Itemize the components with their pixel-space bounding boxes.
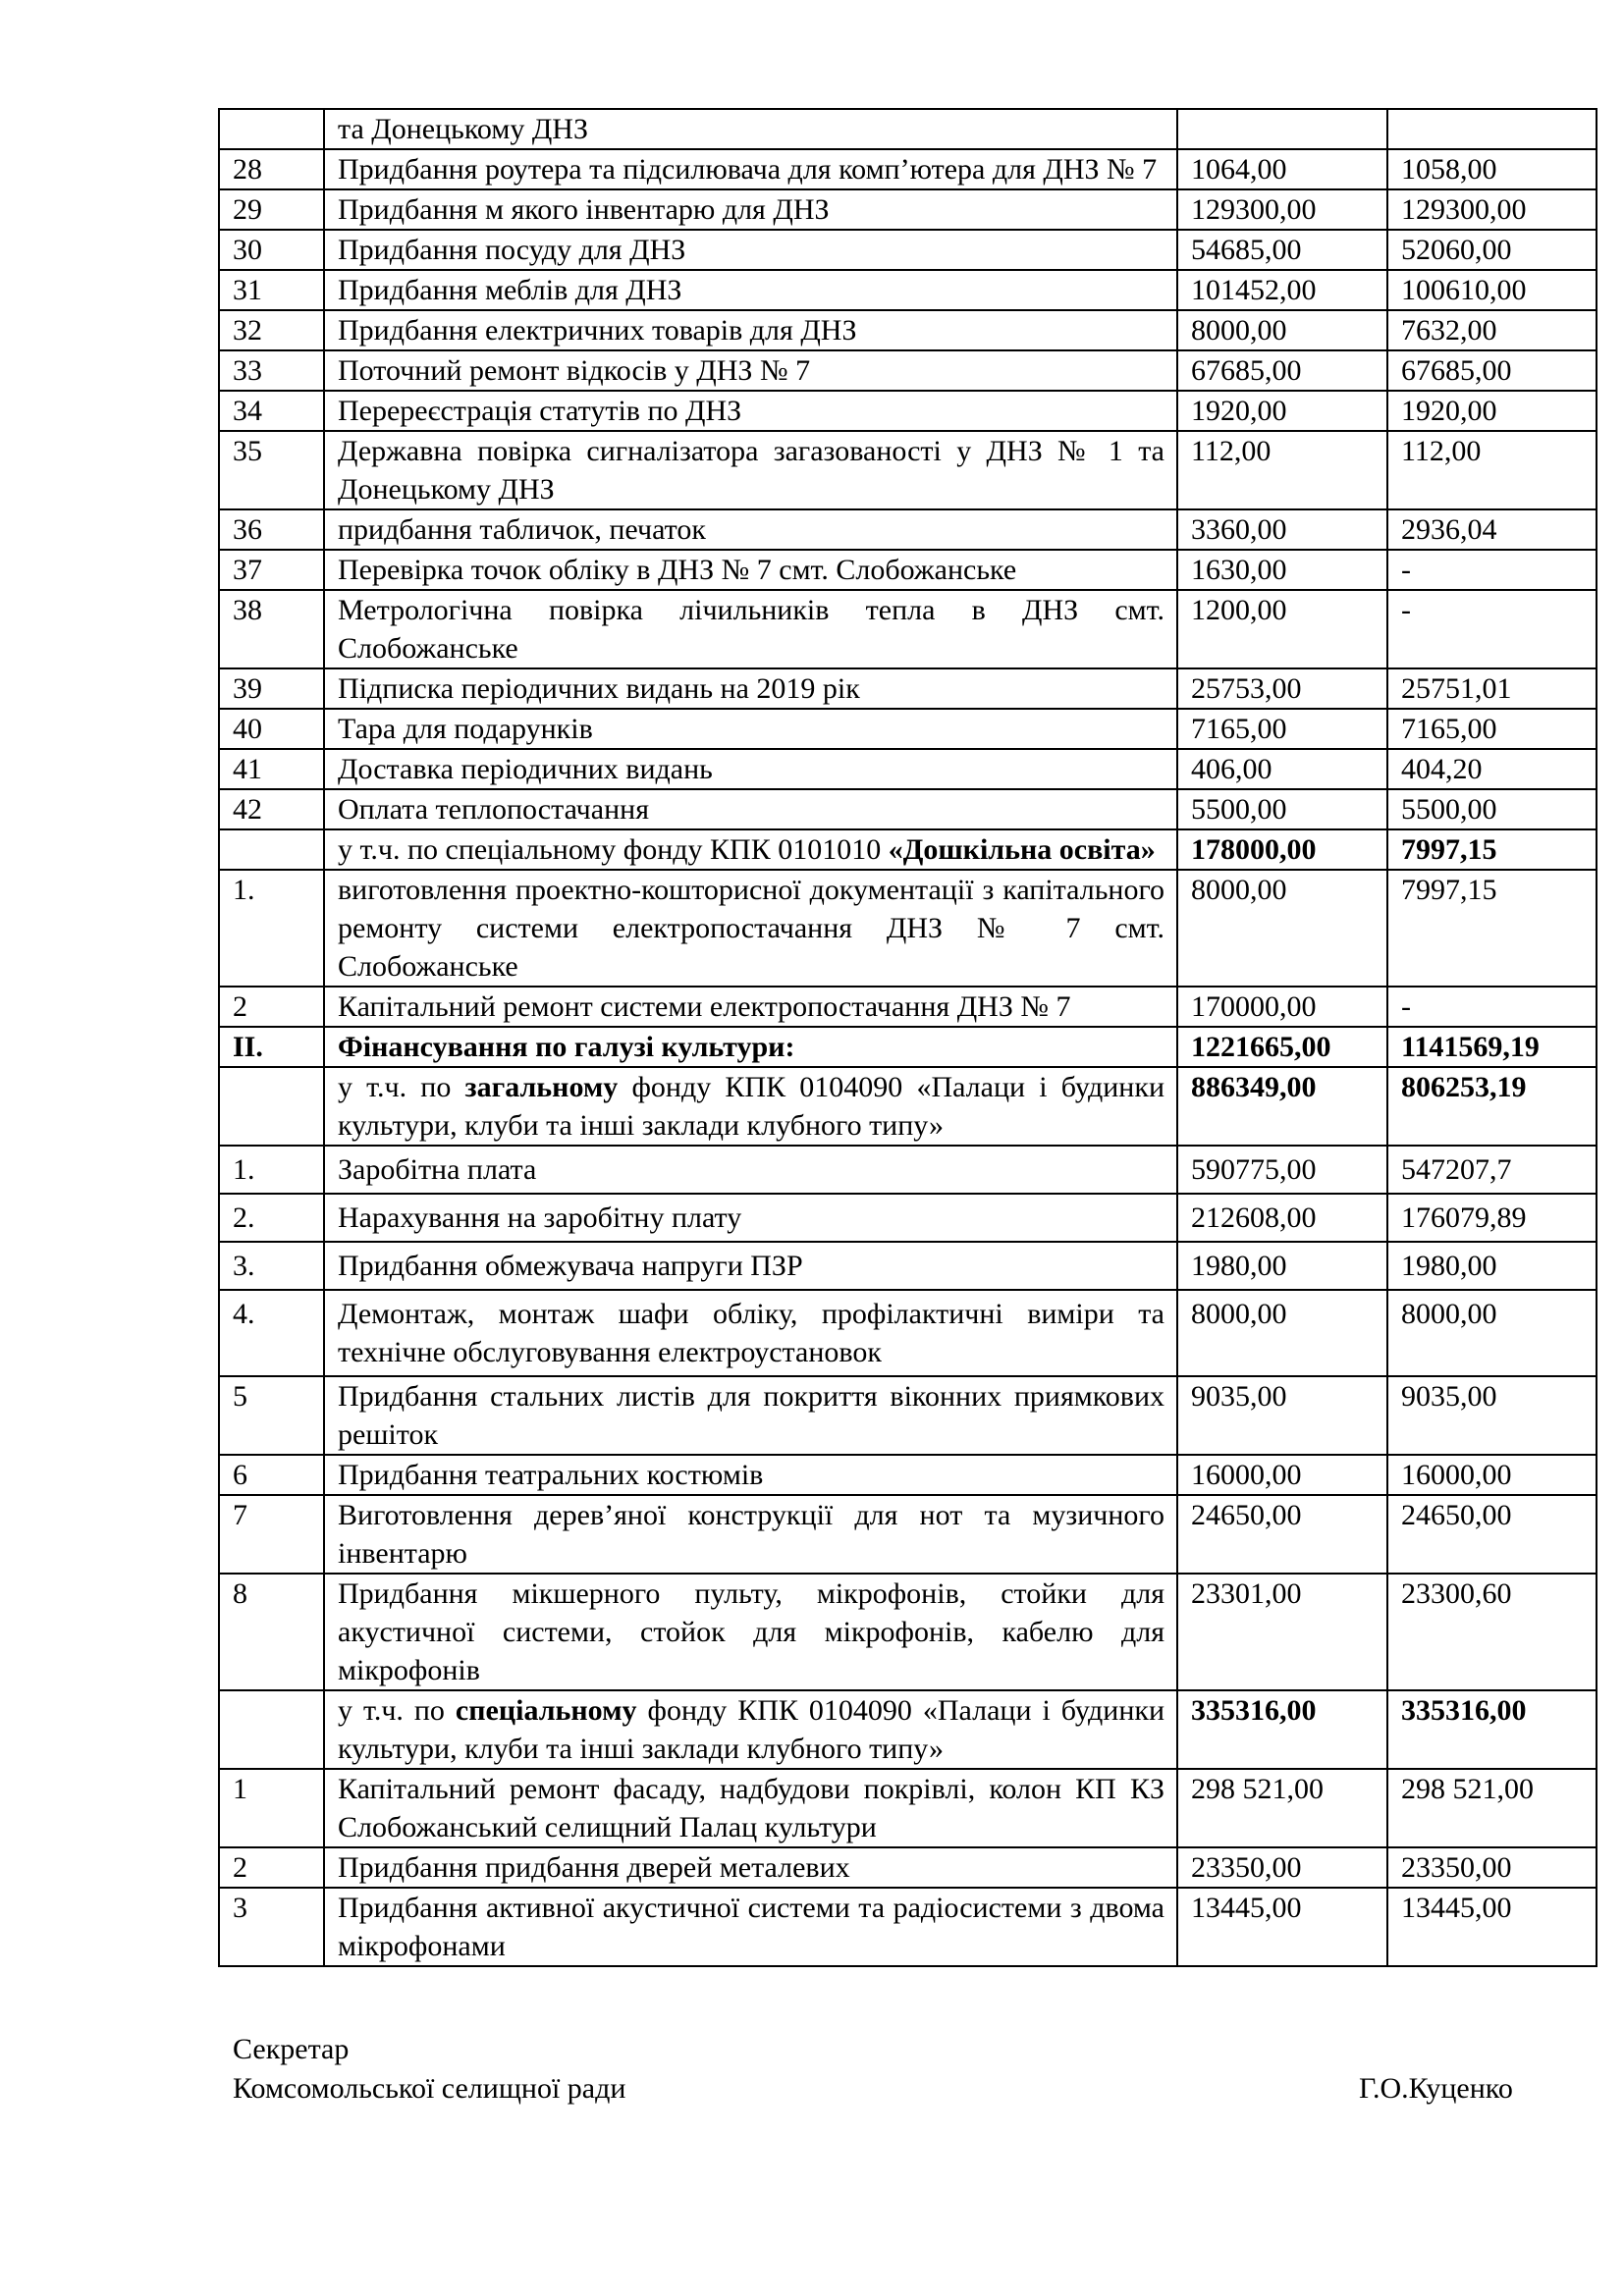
row-description-cell: Придбання стальних листів для покриття віконних приямкових решіток	[324, 1376, 1177, 1455]
actual-amount-cell: 67685,00	[1387, 350, 1597, 391]
row-description-cell: Перереєстрація статутів по ДНЗ	[324, 391, 1177, 431]
row-description-cell: Капітальний ремонт системи електропостачання ДНЗ № 7	[324, 987, 1177, 1027]
row-description-cell: Придбання активної акустичної системи та радіосистеми з двома мікрофонами	[324, 1888, 1177, 1966]
row-number-cell: 38	[219, 590, 324, 668]
row-description-cell: Демонтаж, монтаж шафи обліку, профілактичні виміри та технічне обслуговування електроустановок	[324, 1290, 1177, 1376]
row-number-cell: 1.	[219, 1146, 324, 1194]
table-row	[219, 1769, 1597, 1847]
signature-title: Секретар	[233, 2033, 350, 2065]
row-description-cell: Придбання обмежувача напруги ПЗР	[324, 1242, 1177, 1290]
planned-amount-cell: 1200,00	[1177, 590, 1387, 668]
description-emphasis: загальному	[464, 1071, 619, 1103]
row-description-cell: Заробітна плата	[324, 1146, 1177, 1194]
actual-amount-cell: 9035,00	[1387, 1376, 1597, 1455]
row-number-cell: 41	[219, 749, 324, 789]
actual-amount-cell: 2936,04	[1387, 509, 1597, 550]
row-description-cell: Підписка періодичних видань на 2019 рік	[324, 668, 1177, 709]
row-number-cell: 42	[219, 789, 324, 829]
row-description-cell	[324, 1067, 1177, 1146]
planned-amount-cell: 1630,00	[1177, 550, 1387, 590]
planned-amount-cell: 25753,00	[1177, 668, 1387, 709]
planned-amount-cell: 129300,00	[1177, 189, 1387, 230]
row-description-cell: Доставка періодичних видань	[324, 749, 1177, 789]
actual-amount-cell: 176079,89	[1387, 1194, 1597, 1242]
row-number-cell	[219, 1690, 324, 1769]
row-number-cell: 39	[219, 668, 324, 709]
description-text: фонду КПК 0104090 «Палаци і будинки культури, клуби та інші заклади клубного типу»	[338, 1071, 1164, 1142]
row-description-cell: Придбання роутера та підсилювача для комп’ютера для ДНЗ № 7	[324, 149, 1177, 189]
table-row	[219, 230, 1597, 270]
table-row	[219, 1242, 1597, 1290]
actual-amount-cell: -	[1387, 987, 1597, 1027]
table-row	[219, 987, 1597, 1027]
actual-amount-cell: 8000,00	[1387, 1290, 1597, 1376]
planned-amount-cell: 170000,00	[1177, 987, 1387, 1027]
actual-amount-cell: 16000,00	[1387, 1455, 1597, 1495]
actual-amount-cell: 7997,15	[1387, 829, 1597, 870]
table-row	[219, 189, 1597, 230]
planned-amount-cell: 298 521,00	[1177, 1769, 1387, 1847]
row-number-cell: 2	[219, 1847, 324, 1888]
row-description-cell: Придбання м якого інвентарю для ДНЗ	[324, 189, 1177, 230]
description-text: у т.ч. по	[338, 1694, 456, 1727]
table-row	[219, 1067, 1597, 1146]
planned-amount-cell: 8000,00	[1177, 310, 1387, 350]
actual-amount-cell: 298 521,00	[1387, 1769, 1597, 1847]
planned-amount-cell: 7165,00	[1177, 709, 1387, 749]
row-number-cell: 32	[219, 310, 324, 350]
description-text: у т.ч. по спеціальному фонду КПК 0101010	[338, 833, 889, 866]
description-text: у т.ч. по	[338, 1071, 465, 1103]
row-description-cell: виготовлення проектно-кошторисної документації з капітального ремонту системи електропостачання ДНЗ № 7 смт. Слобожанське	[324, 870, 1177, 987]
table-row	[219, 1888, 1597, 1966]
table-row	[219, 1455, 1597, 1495]
description-emphasis: «Дошкільна освіта»	[888, 833, 1156, 866]
actual-amount-cell: 23300,60	[1387, 1574, 1597, 1690]
table-row	[219, 1146, 1597, 1194]
row-description-cell: Придбання посуду для ДНЗ	[324, 230, 1177, 270]
budget-table	[218, 108, 1597, 1967]
row-number-cell: 40	[219, 709, 324, 749]
actual-amount-cell: 100610,00	[1387, 270, 1597, 310]
table-row	[219, 1574, 1597, 1690]
row-description-cell: Оплата теплопостачання	[324, 789, 1177, 829]
row-description-cell: Капітальний ремонт фасаду, надбудови покрівлі, колон КП КЗ Слобожанський селищний Палац культури	[324, 1769, 1177, 1847]
actual-amount-cell: 1920,00	[1387, 391, 1597, 431]
row-number-cell	[219, 829, 324, 870]
row-number-cell: 2	[219, 987, 324, 1027]
row-number-cell: 28	[219, 149, 324, 189]
row-description-cell: Метрологічна повірка лічильників тепла в ДНЗ смт. Слобожанське	[324, 590, 1177, 668]
planned-amount-cell: 590775,00	[1177, 1146, 1387, 1194]
planned-amount-cell: 16000,00	[1177, 1455, 1387, 1495]
budget-table-body	[219, 109, 1597, 1966]
row-number-cell: 1	[219, 1769, 324, 1847]
planned-amount-cell: 23301,00	[1177, 1574, 1387, 1690]
row-description-cell: Придбання придбання дверей металевих	[324, 1847, 1177, 1888]
actual-amount-cell: 25751,01	[1387, 668, 1597, 709]
table-row	[219, 749, 1597, 789]
row-number-cell: 6	[219, 1455, 324, 1495]
planned-amount-cell: 67685,00	[1177, 350, 1387, 391]
table-row	[219, 1290, 1597, 1376]
planned-amount-cell: 23350,00	[1177, 1847, 1387, 1888]
actual-amount-cell: -	[1387, 590, 1597, 668]
table-row	[219, 709, 1597, 749]
row-number-cell: 3.	[219, 1242, 324, 1290]
row-number-cell	[219, 109, 324, 149]
actual-amount-cell: 1980,00	[1387, 1242, 1597, 1290]
row-number-cell: 2.	[219, 1194, 324, 1242]
row-number-cell: 35	[219, 431, 324, 509]
row-description-cell: придбання табличок, печаток	[324, 509, 1177, 550]
actual-amount-cell: 52060,00	[1387, 230, 1597, 270]
signature-organization: Комсомольської селищної ради	[233, 2072, 626, 2105]
planned-amount-cell: 24650,00	[1177, 1495, 1387, 1574]
planned-amount-cell: 178000,00	[1177, 829, 1387, 870]
planned-amount-cell: 1221665,00	[1177, 1027, 1387, 1067]
description-emphasis: спеціальному	[455, 1694, 637, 1727]
actual-amount-cell: 1141569,19	[1387, 1027, 1597, 1067]
table-row	[219, 431, 1597, 509]
planned-amount-cell: 101452,00	[1177, 270, 1387, 310]
actual-amount-cell: 129300,00	[1387, 189, 1597, 230]
row-number-cell	[219, 1067, 324, 1146]
row-description-cell: Поточний ремонт відкосів у ДНЗ № 7	[324, 350, 1177, 391]
actual-amount-cell: 112,00	[1387, 431, 1597, 509]
actual-amount-cell: 7997,15	[1387, 870, 1597, 987]
row-number-cell: 7	[219, 1495, 324, 1574]
row-description-cell: Державна повірка сигналізатора загазованості у ДНЗ № 1 та Донецькому ДНЗ	[324, 431, 1177, 509]
planned-amount-cell: 1064,00	[1177, 149, 1387, 189]
row-description-cell: Фінансування по галузі культури:	[324, 1027, 1177, 1067]
row-number-cell: 33	[219, 350, 324, 391]
row-number-cell: 4.	[219, 1290, 324, 1376]
row-number-cell: 31	[219, 270, 324, 310]
row-number-cell: 29	[219, 189, 324, 230]
description-text: фонду КПК 0104090 «Палаци і будинки культури, клуби та інші заклади клубного типу»	[338, 1694, 1165, 1765]
table-row	[219, 1027, 1597, 1067]
table-row	[219, 391, 1597, 431]
row-number-cell: 5	[219, 1376, 324, 1455]
planned-amount-cell: 886349,00	[1177, 1067, 1387, 1146]
row-description-cell: Придбання електричних товарів для ДНЗ	[324, 310, 1177, 350]
table-row	[219, 829, 1597, 870]
row-description-cell: Тара для подарунків	[324, 709, 1177, 749]
planned-amount-cell: 5500,00	[1177, 789, 1387, 829]
table-row	[219, 1690, 1597, 1769]
planned-amount-cell: 8000,00	[1177, 870, 1387, 987]
table-row	[219, 550, 1597, 590]
table-row	[219, 149, 1597, 189]
table-row	[219, 509, 1597, 550]
table-row	[219, 350, 1597, 391]
table-row	[219, 1847, 1597, 1888]
actual-amount-cell: 5500,00	[1387, 789, 1597, 829]
actual-amount-cell: 13445,00	[1387, 1888, 1597, 1966]
table-row	[219, 109, 1597, 149]
actual-amount-cell: 7165,00	[1387, 709, 1597, 749]
row-description-cell: Перевірка точок обліку в ДНЗ № 7 смт. Слобожанське	[324, 550, 1177, 590]
actual-amount-cell: 547207,7	[1387, 1146, 1597, 1194]
actual-amount-cell	[1387, 109, 1597, 149]
table-row	[219, 1495, 1597, 1574]
table-row	[219, 1376, 1597, 1455]
planned-amount-cell: 212608,00	[1177, 1194, 1387, 1242]
row-number-cell: 34	[219, 391, 324, 431]
row-number-cell: II.	[219, 1027, 324, 1067]
row-number-cell: 3	[219, 1888, 324, 1966]
table-row	[219, 870, 1597, 987]
row-description-cell: Придбання меблів для ДНЗ	[324, 270, 1177, 310]
actual-amount-cell: 23350,00	[1387, 1847, 1597, 1888]
actual-amount-cell: 1058,00	[1387, 149, 1597, 189]
signature-name: Г.О.Куценко	[1359, 2072, 1513, 2105]
table-row	[219, 590, 1597, 668]
planned-amount-cell: 335316,00	[1177, 1690, 1387, 1769]
row-description-cell	[324, 829, 1177, 870]
planned-amount-cell: 8000,00	[1177, 1290, 1387, 1376]
planned-amount-cell: 9035,00	[1177, 1376, 1387, 1455]
planned-amount-cell: 1980,00	[1177, 1242, 1387, 1290]
table-row	[219, 310, 1597, 350]
actual-amount-cell: 335316,00	[1387, 1690, 1597, 1769]
actual-amount-cell: 24650,00	[1387, 1495, 1597, 1574]
actual-amount-cell: 404,20	[1387, 749, 1597, 789]
actual-amount-cell: -	[1387, 550, 1597, 590]
row-description-cell: Придбання театральних костюмів	[324, 1455, 1177, 1495]
row-number-cell: 8	[219, 1574, 324, 1690]
planned-amount-cell: 3360,00	[1177, 509, 1387, 550]
table-row	[219, 270, 1597, 310]
row-description-cell	[324, 1690, 1177, 1769]
table-row	[219, 789, 1597, 829]
row-description-cell: Виготовлення дерев’яної конструкції для нот та музичного інвентарю	[324, 1495, 1177, 1574]
row-description-cell: Придбання мікшерного пульту, мікрофонів, стойки для акустичної системи, стойок для мікрофонів, кабелю для мікрофонів	[324, 1574, 1177, 1690]
planned-amount-cell: 13445,00	[1177, 1888, 1387, 1966]
actual-amount-cell: 806253,19	[1387, 1067, 1597, 1146]
planned-amount-cell	[1177, 109, 1387, 149]
row-number-cell: 36	[219, 509, 324, 550]
actual-amount-cell: 7632,00	[1387, 310, 1597, 350]
row-number-cell: 30	[219, 230, 324, 270]
planned-amount-cell: 54685,00	[1177, 230, 1387, 270]
row-description-cell: Нарахування на заробітну плату	[324, 1194, 1177, 1242]
table-row	[219, 668, 1597, 709]
row-number-cell: 37	[219, 550, 324, 590]
row-description-cell: та Донецькому ДНЗ	[324, 109, 1177, 149]
table-row	[219, 1194, 1597, 1242]
planned-amount-cell: 1920,00	[1177, 391, 1387, 431]
planned-amount-cell: 406,00	[1177, 749, 1387, 789]
row-number-cell: 1.	[219, 870, 324, 987]
planned-amount-cell: 112,00	[1177, 431, 1387, 509]
